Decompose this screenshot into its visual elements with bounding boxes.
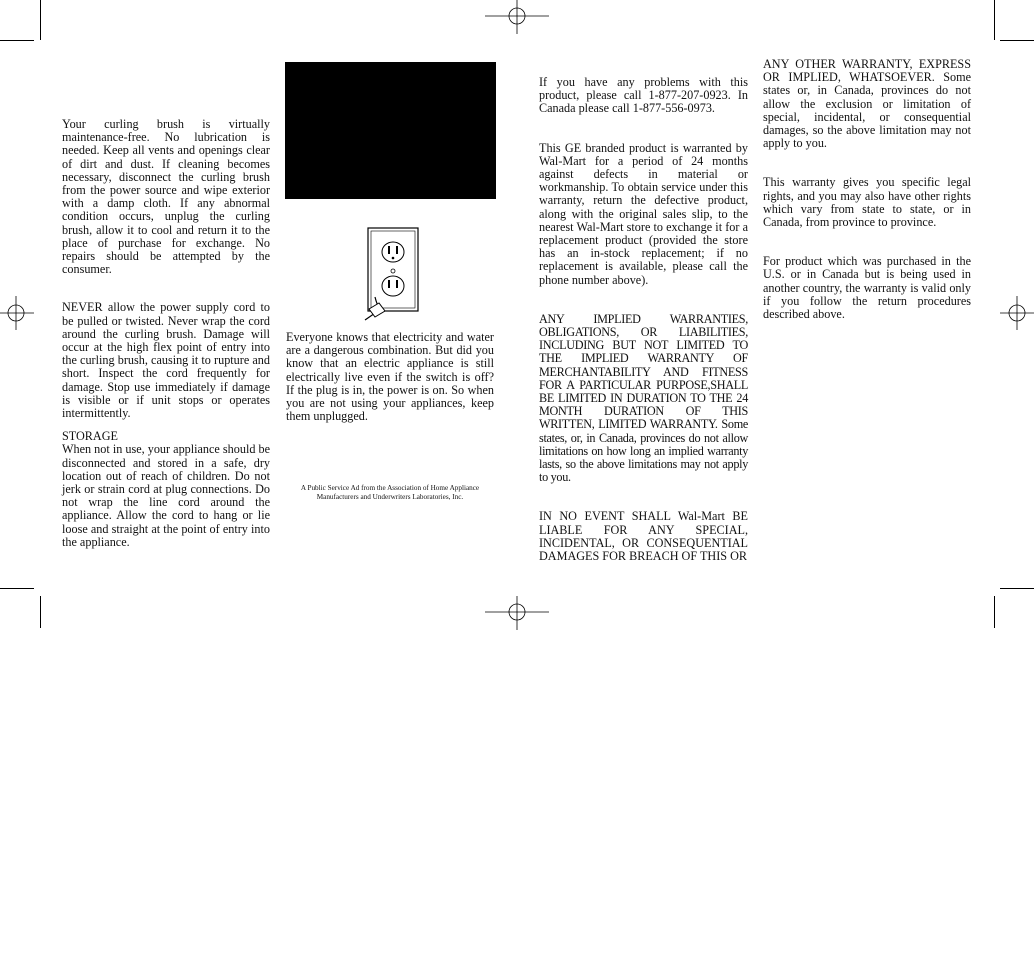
legal-rights-paragraph: This warranty gives you specific legal rights, and you may also have other rights which vary from state to state, or in Canada, from province to province. xyxy=(763,175,971,230)
electrical-outlet-icon xyxy=(355,225,427,325)
safety-column xyxy=(286,331,494,436)
crop-mark xyxy=(1000,40,1034,41)
no-event-paragraph: IN NO EVENT SHALL Wal-Mart BE LIABLE FOR ANY SPECIAL, INCIDENTAL, OR CONSEQUENTIAL DAMAGES FOR BREACH OF THIS OR xyxy=(539,509,748,564)
crop-mark xyxy=(0,588,34,589)
storage-paragraph: When not in use, your appliance should be disconnected and stored in a safe, dry location out of reach of children. Do not jerk or strain cord at plug connections. Do not wrap the line cord around the appliance. Allow the cord to hang or lie loose and straight at the point of entry into the appliance. xyxy=(62,442,270,549)
cord-paragraph: NEVER allow the power supply cord to be pulled or twisted. Never wrap the cord around the curling brush. Damage will occur at the high flex point of entry into the curling brush, causing it to rupture and short. Inspect the cord frequently for damage. Stop use immediately if damage is visible or if unit stops or operates intermittently. xyxy=(62,300,270,421)
care-paragraph: Your curling brush is virtually maintenance-free. No lubrication is needed. Keep all vents and openings clear of dirt and dust. If cleaning becomes necessary, disconnect the curling brush from the power source and wipe exterior with a damp cloth. If any abnormal condition occurs, unplug the curling brush, allow it to cool and return it to the place of purchase for exchange. No repairs should be attempted by the consumer. xyxy=(62,117,270,277)
care-column xyxy=(62,118,270,562)
other-country-paragraph: For product which was purchased in the U.S. or in Canada but is being used in another country, the warranty is valid only if you follow the return procedures described above. xyxy=(763,254,971,322)
crop-mark xyxy=(1000,588,1034,589)
registration-mark-icon xyxy=(485,0,549,34)
warranty-paragraph: This GE branded product is warranted by Wal-Mart for a period of 24 months against defects in material or workmanship. To obtain service under this warranty, return the defective product, along with the original sales slip, to the nearest Wal-Mart store to exchange it for a replacement product (provided the store has an in-stock replacement; if no replacement is available, please call the phone number above). xyxy=(539,140,748,287)
storage-heading: STORAGE xyxy=(62,429,118,444)
registration-mark-icon xyxy=(1000,296,1034,330)
implied-warranty-paragraph: ANY IMPLIED WARRANTIES, OBLIGATIONS, OR LIABILITIES, INCLUDING BUT NOT LIMITED TO THE IMPLIED WARRANTY OF MERCHANTABILITY AND FITNESS FOR A PARTICULAR PURPOSE,SHALL BE LIMITED IN DURATION TO THE 24 MONTH DURATION OF THIS WRITTEN, LIMITED WARRANTY. Some states, or, in Canada, provinces do not allow limitations on how long an implied warranty lasts, so the above limitations may not apply to you. xyxy=(539,311,748,485)
other-warranty-paragraph: ANY OTHER WARRANTY, EXPRESS OR IMPLIED, WHATSOEVER. Some states or, in Canada, provinces do not allow the exclusion or limitation of special, incidental, or consequential damages, so the above limitation may not apply to you. xyxy=(763,57,971,151)
registration-mark-icon xyxy=(485,596,549,630)
registration-mark-icon xyxy=(0,296,34,330)
crop-mark xyxy=(994,596,995,628)
crop-mark xyxy=(40,0,41,40)
warranty-column xyxy=(539,76,748,576)
crop-mark xyxy=(0,40,34,41)
crop-mark xyxy=(994,0,995,40)
warranty-continued-column xyxy=(763,58,971,334)
problems-paragraph: If you have any problems with this product, please call 1-877-207-0923. In Canada please call 1-877-556-0973. xyxy=(539,75,748,116)
public-service-credit: A Public Service Ad from the Association of Home Appliance Manufacturers and Underwriters Laboratories, Inc. xyxy=(300,484,480,501)
crop-mark xyxy=(40,596,41,628)
black-image-block xyxy=(285,62,496,199)
safety-paragraph: Everyone knows that electricity and water are a dangerous combination. But did you know that an electric appliance is still electrically live even if the switch is off? If the plug is in, the power is on. So when you are not using your appliances, keep them unplugged. xyxy=(286,330,494,424)
